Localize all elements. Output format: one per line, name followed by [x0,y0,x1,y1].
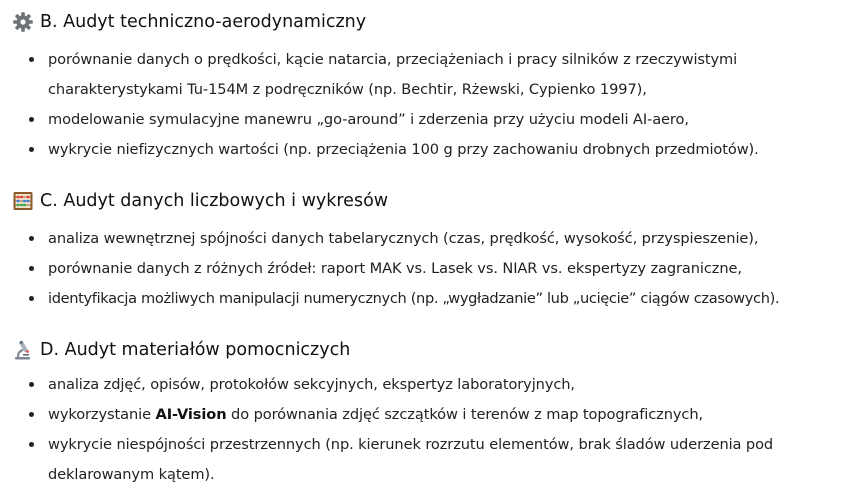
list-item: porównanie danych z różnych źródeł: raport MAK vs. Lasek vs. NIAR vs. ekspertyzy zagraniczne, [0,254,860,284]
section-c-title: C. Audyt danych liczbowych i wykresów [40,191,389,211]
microscope-icon [12,339,34,361]
section-c-heading [12,187,388,215]
abacus-icon [12,190,34,212]
bullet [29,412,34,417]
list-item: analiza wewnętrznej spójności danych tabelarycznych (czas, prędkość, wysokość, przyspieszenie), [0,224,860,254]
list-item: wykorzystanie AI-Vision do porównania zdjęć szczątków i terenów z map topograficznych, [0,400,860,430]
section-c-list [0,224,860,314]
bullet [29,236,34,241]
bullet [29,147,34,152]
section-d-list [0,370,860,490]
section-d-title: D. Audyt materiałów pomocniczych [40,340,351,360]
list-item: wykrycie niefizycznych wartości (np. przeciążenia 100 g przy zachowaniu drobnych przedmiotów). [0,135,860,165]
section-b-title: B. Audyt techniczno-aerodynamiczny [40,12,367,32]
bullet [29,382,34,387]
section-b-heading [12,8,366,36]
bullet [29,266,34,271]
list-item: identyfikacja możliwych manipulacji numerycznych (np. „wygładzanie” lub „ucięcie” ciągów czasowych). [0,284,860,314]
bullet [29,117,34,122]
section-d-heading [12,336,350,364]
list-item: modelowanie symulacyjne manewru „go-around” i zderzenia przy użyciu modeli AI-aero, [0,105,860,135]
bullet [29,442,34,447]
bullet [29,57,34,62]
list-item: analiza zdjęć, opisów, protokołów sekcyjnych, ekspertyz laboratoryjnych, [0,370,860,400]
list-item: porównanie danych o prędkości, kącie natarcia, przeciążeniach i pracy silników z rzeczywistymi charakterystykami Tu-154M z podręczników (np. Bechtir, Rżewski, Cypienko 1997), [0,45,860,105]
bullet [29,296,34,301]
gear-icon [12,11,34,33]
section-b-list [0,45,860,165]
list-item: wykrycie niespójności przestrzennych (np. kierunek rozrzutu elementów, brak śladów uderzenia pod deklarowanym kątem). [0,430,860,490]
ai-vision-emphasis: AI-Vision [155,406,227,423]
